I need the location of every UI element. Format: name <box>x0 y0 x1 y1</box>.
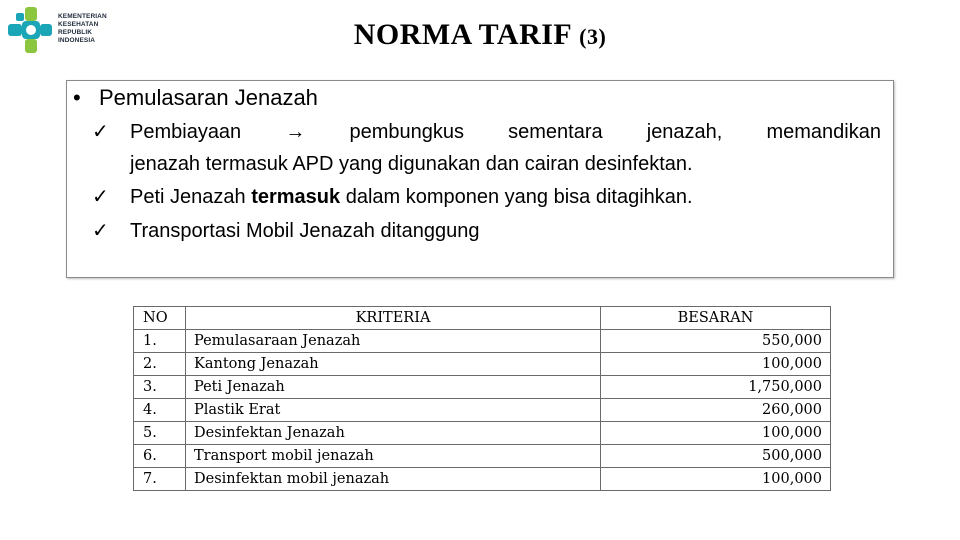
row-kriteria: Desinfektan Jenazah <box>186 422 601 445</box>
row-besaran: 100,000 <box>601 353 831 376</box>
table-row <box>134 399 831 422</box>
checkmark-icon: ✓ <box>92 186 109 208</box>
checkmark-icon: ✓ <box>92 121 109 143</box>
table-row <box>134 330 831 353</box>
tariff-table <box>133 306 831 491</box>
row-kriteria: Plastik Erat <box>186 399 601 422</box>
item-2-bold: termasuk <box>251 186 341 208</box>
slide-title <box>0 18 960 52</box>
heading-text: Pemulasaran Jenazah <box>99 85 318 110</box>
title-main: NORMA TARIF <box>353 18 572 51</box>
row-besaran: 550,000 <box>601 330 831 353</box>
row-no: 1. <box>134 330 186 353</box>
item-1-line-2: jenazah termasuk APD yang digunakan dan cairan desinfektan. <box>130 153 693 175</box>
table-row <box>134 376 831 399</box>
table-header-row <box>134 307 831 330</box>
title-suffix: (3) <box>579 24 607 49</box>
row-besaran: 500,000 <box>601 445 831 468</box>
row-no: 7. <box>134 468 186 491</box>
row-besaran: 260,000 <box>601 399 831 422</box>
row-besaran: 100,000 <box>601 422 831 445</box>
item-1-line-1: Pembiayaan → pembungkus sementara jenazah, memandikan <box>130 121 881 143</box>
item-3-text: Transportasi Mobil Jenazah ditanggung <box>130 220 480 242</box>
row-besaran: 1,750,000 <box>601 376 831 399</box>
row-kriteria: Pemulasaraan Jenazah <box>186 330 601 353</box>
row-besaran: 100,000 <box>601 468 831 491</box>
row-kriteria: Transport mobil jenazah <box>186 445 601 468</box>
checkmark-icon: ✓ <box>92 220 109 242</box>
row-no: 2. <box>134 353 186 376</box>
header-kriteria: KRITERIA <box>186 307 601 330</box>
row-kriteria: Peti Jenazah <box>186 376 601 399</box>
header-besaran: BESARAN <box>601 307 831 330</box>
ministry-name: KEMENTERIAN KESEHATAN REPUBLIK INDONESIA <box>58 13 107 44</box>
item-2-text: Peti Jenazah termasuk dalam komponen yang bisa ditagihkan. <box>130 186 693 208</box>
bullet-dot: • <box>73 85 81 110</box>
row-no: 4. <box>134 399 186 422</box>
table-row <box>134 468 831 491</box>
table-row <box>134 353 831 376</box>
row-kriteria: Desinfektan mobil jenazah <box>186 468 601 491</box>
row-no: 3. <box>134 376 186 399</box>
header-no: NO <box>134 307 186 330</box>
table-row <box>134 445 831 468</box>
row-no: 5. <box>134 422 186 445</box>
table-row <box>134 422 831 445</box>
bullet-heading <box>73 85 318 111</box>
arrow-icon: → <box>285 121 306 143</box>
row-kriteria: Kantong Jenazah <box>186 353 601 376</box>
row-no: 6. <box>134 445 186 468</box>
